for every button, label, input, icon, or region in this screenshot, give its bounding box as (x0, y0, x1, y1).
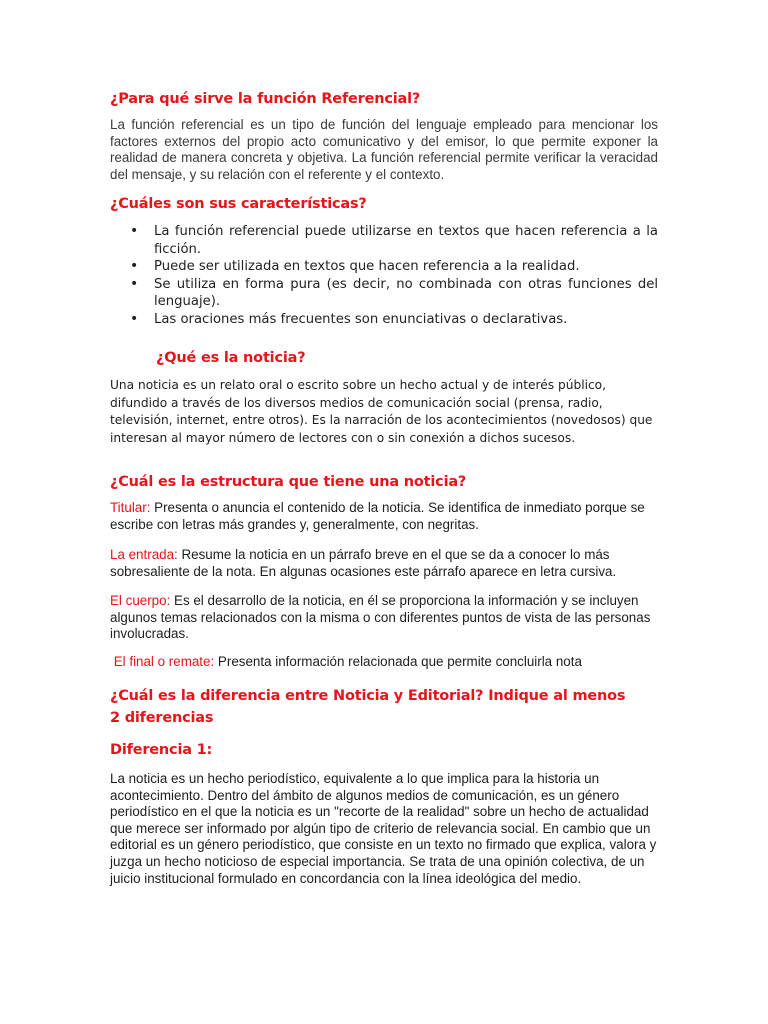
term-entrada: La entrada: (110, 547, 178, 562)
list-item-text: La función referencial puede utilizarse en textos que hacen referencia a la ficción. (154, 224, 658, 257)
definition-final-remate: Presenta información relacionada que permite concluirla nota (214, 654, 582, 669)
heading-caracteristicas: ¿Cuáles son sus características? (110, 196, 367, 212)
bullet-icon: • (130, 275, 139, 292)
bullet-icon: • (130, 223, 139, 239)
term-titular: Titular: (110, 500, 151, 515)
list-item (130, 276, 658, 311)
bullet-icon: • (130, 258, 139, 274)
term-cuerpo: El cuerpo: (110, 593, 171, 608)
list-item-text: Las oraciones más frecuentes son enunciativas o declarativas. (154, 311, 568, 327)
paragraph-titular (110, 500, 658, 533)
list-item-text: Se utiliza en forma pura (es decir, no combinada con otras funciones del lenguaje). (154, 276, 658, 309)
definition-entrada: Resume la noticia en un párrafo breve en el que se da a conocer lo más sobresaliente de la nota. En algunas ocasiones este párrafo aparece en letra cursiva. (110, 547, 617, 579)
heading-estructura-noticia: ¿Cuál es la estructura que tiene una noticia? (110, 474, 467, 490)
paragraph-entrada (110, 547, 658, 580)
list-item (130, 223, 658, 258)
paragraph-diferencia-1: La noticia es un hecho periodístico, equivalente a lo que implica para la historia un acontecimiento. Dentro del ámbito de algunos medios de comunicación, es un género periodístico en el que la noticia es un "recorte de la realidad" sobre un hecho de actualidad que merece ser informado por algún tipo de criterio de relevancia social. En cambio que un editorial es un género periodístico, que consiste en un texto no firmado que explica, valora y juzga un hecho noticioso de especial importancia. Se trata de una opinión colectiva, de un juicio institucional formulado en concordancia con la línea ideológica del medio. (110, 771, 657, 886)
term-final-remate: El final o remate: (110, 654, 215, 669)
paragraph-final-remate (110, 654, 658, 671)
paragraph-funcion-referencial: La función referencial es un tipo de función del lenguaje empleado para mencionar los factores externos del propio acto comunicativo y del emisor, lo que permite exponer la realidad de manera concreta y objetiva. La función referencial permite verificar la veracidad del mensaje, y su relación con el referente y el contexto. (110, 117, 658, 182)
list-item-text: Puede ser utilizada en textos que hacen referencia a la realidad. (154, 259, 580, 274)
list-item (130, 258, 658, 276)
paragraph-que-es-noticia: Una noticia es un relato oral o escrito sobre un hecho actual y de interés público, difundido a través de los diversos medios de comunicación social (prensa, radio, televisión, internet, entre otros). Es la narración de los acontecimientos (novedosos) que interesan al mayor número de lectores con o sin conexión a dichos sucesos. (110, 378, 653, 445)
heading-que-es-noticia: ¿Qué es la noticia? (156, 350, 306, 366)
paragraph-cuerpo (110, 593, 658, 643)
definition-cuerpo: Es el desarrollo de la noticia, en él se proporciona la información y se incluyen algunos temas relacionados con la misma o con diferentes puntos de vista de las personas involucradas. (110, 593, 651, 642)
heading-funcion-referencial: ¿Para qué sirve la función Referencial? (110, 91, 421, 107)
bullet-icon: • (130, 310, 139, 327)
bullet-list-caracteristicas (130, 223, 658, 328)
heading-diferencia-noticia-editorial: ¿Cuál es la diferencia entre Noticia y Editorial? Indique al menos 2 diferencias (110, 688, 626, 726)
definition-titular: Presenta o anuncia el contenido de la noticia. Se identifica de inmediato porque se escribe con letras más grandes y, generalmente, con negritas. (110, 500, 645, 532)
heading-diferencia-1: Diferencia 1: (110, 742, 213, 758)
list-item (130, 311, 658, 329)
